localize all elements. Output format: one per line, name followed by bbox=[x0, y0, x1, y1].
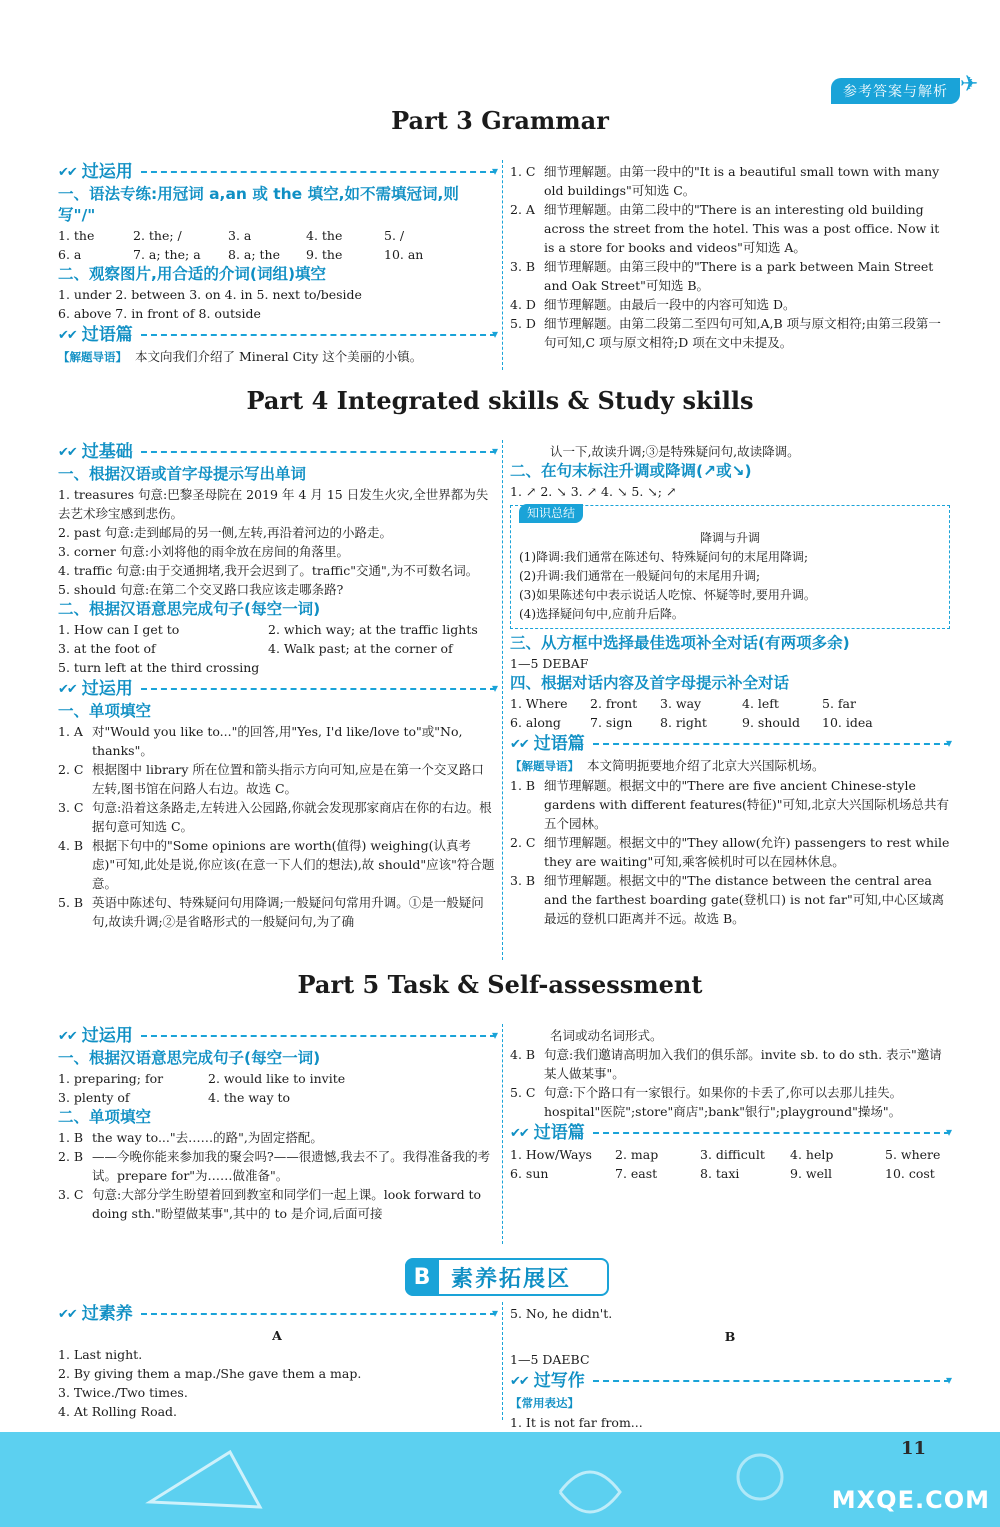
check-icon: ✔✔ bbox=[510, 736, 528, 752]
subheading: 二、根据汉语意思完成句子(每空一词) bbox=[58, 600, 321, 618]
answer-item: 2. A 细节理解题。由第二段中的"There is an interesting old building across the street from the hotel. This was a post office. Now it is a store for books and videos"可知选 A。 bbox=[510, 202, 940, 255]
check-icon: ✔✔ bbox=[58, 1306, 76, 1322]
answer-row: 1. Where 2. front 3. way 4. left 5. far bbox=[510, 696, 856, 711]
answer-row: 1. the 2. the; / 3. a 4. the 5. / bbox=[58, 228, 405, 243]
knowledge-box bbox=[510, 505, 950, 629]
passage-label: B bbox=[724, 1329, 736, 1344]
knowledge-line: (4)选择疑问句中,应前升后降。 bbox=[519, 607, 684, 621]
section-heading: ✔✔ 过写作 ▾ bbox=[510, 1369, 950, 1393]
section-heading: ✔✔ 过运用 ▾ bbox=[58, 677, 496, 701]
answer-row: 6. above 7. in front of 8. outside bbox=[58, 306, 261, 321]
word-item: 5. should 句意:在第二个交叉路口我应该走哪条路? bbox=[58, 582, 344, 597]
answer-item: 5. B 英语中陈述句、特殊疑问句用降调;一般疑问句常用升调。①是一般疑问句,故读升调;②是省略形式的一般疑问句,为了确 bbox=[58, 895, 484, 929]
section-heading: ✔✔ 过语篇 ▾ bbox=[58, 323, 496, 347]
answer-row: 1. under 2. between 3. on 4. in 5. next to/beside bbox=[58, 287, 362, 302]
watermark: MXQE.COM bbox=[831, 1486, 990, 1514]
check-icon: ✔✔ bbox=[510, 1125, 528, 1141]
passage-label: A bbox=[272, 1328, 282, 1343]
continued-text: 名词或动名词形式。 bbox=[550, 1028, 663, 1043]
word-item: 3. corner 句意:小刘将他的雨伞放在房间的角落里。 bbox=[58, 544, 350, 559]
answer-row: 1. ↗ 2. ↘ 3. ↗ 4. ↘ 5. ↘; ↗ bbox=[510, 484, 677, 499]
part4-left bbox=[58, 440, 496, 931]
column-divider bbox=[502, 160, 503, 370]
answer-row: 6. sun 7. east 8. taxi 9. well 10. cost bbox=[510, 1166, 935, 1181]
answer-item: 1. It is not far from... bbox=[510, 1415, 643, 1430]
page-header bbox=[0, 0, 1000, 100]
answer-row: 6. along 7. sign 8. right 9. should 10. idea bbox=[510, 715, 873, 730]
section-heading: ✔✔ 过语篇 ▾ bbox=[510, 732, 950, 756]
part4-title: Part 4 Integrated skills & Study skills bbox=[246, 386, 754, 415]
answer-row: 5. turn left at the third crossing bbox=[58, 660, 260, 675]
part4-right bbox=[510, 442, 950, 928]
answer-item: 4. B 句意:我们邀请高明加入我们的俱乐部。invite sb. to do sth. 表示"邀请某人做某事"。 bbox=[510, 1047, 942, 1081]
knowledge-line: (1)降调:我们通常在陈述句、特殊疑问句的末尾用降调; bbox=[519, 550, 809, 564]
word-item: 2. past 句意:走到邮局的另一侧,左转,再沿着河边的小路走。 bbox=[58, 525, 392, 540]
sectionB-right bbox=[510, 1304, 950, 1432]
section-heading: ✔✔ 过运用 ▾ bbox=[58, 160, 496, 184]
part3-right bbox=[510, 162, 950, 352]
answer-row: 6. a 7. a; the; a 8. a; the 9. the 10. an bbox=[58, 247, 424, 262]
answer-item: 3. C 句意:大部分学生盼望着回到教室和同学们一起上课。look forward to doing sth."盼望做某事",其中的 to 是介词,后面可接 bbox=[58, 1187, 482, 1221]
answer-item: 3. C 句意:沿着这条路走,左转进入公园路,你就会发现那家商店在你的右边。根据句意可知选 C。 bbox=[58, 800, 492, 834]
part3-left bbox=[58, 160, 496, 367]
answer-badge: 参考答案与解析 bbox=[831, 78, 960, 104]
subheading: 一、根据汉语意思完成句子(每空一词) bbox=[58, 1049, 321, 1067]
part5-left bbox=[58, 1024, 496, 1223]
knowledge-line: (3)如果陈述句中表示说话人吃惊、怀疑等时,要用升调。 bbox=[519, 588, 816, 602]
answer-row: 1. How/Ways 2. map 3. difficult 4. help 5. where bbox=[510, 1147, 941, 1162]
column-divider bbox=[502, 1302, 503, 1420]
answer-item: 2. C 根据图中 library 所在位置和箭头指示方向可知,应是在第一个交叉路口左转,图书馆在问路人右边。故选 C。 bbox=[58, 762, 484, 796]
answer-item: 2. C 细节理解题。根据文中的"They allow(允许) passengers to rest while they are waiting"可知,乘客候机时可以在园林休息。 bbox=[510, 835, 950, 869]
knowledge-line: (2)升调:我们通常在一般疑问句的末尾用升调; bbox=[519, 569, 761, 583]
check-icon: ✔✔ bbox=[58, 164, 76, 180]
part5-title: Part 5 Task & Self-assessment bbox=[297, 970, 703, 999]
answer-item: 4. At Rolling Road. bbox=[58, 1404, 178, 1419]
answer-item: 1. Last night. bbox=[58, 1347, 143, 1362]
answer-row: 1. preparing; for 2. would like to invite bbox=[58, 1071, 346, 1086]
answer-row: 1—5 DEBAF bbox=[510, 656, 589, 671]
section-heading: ✔✔ 过运用 ▾ bbox=[58, 1024, 496, 1048]
answer-item: 5. D 细节理解题。由第二段第二至四句可知,A,B 项与原文相符;由第三段第一句可知,C 项与原文相符;D 项在文中未提及。 bbox=[510, 316, 941, 350]
section-b-title: 素养拓展区 bbox=[451, 1266, 572, 1292]
subheading: 一、根据汉语或首字母提示写出单词 bbox=[58, 465, 307, 483]
check-icon: ✔✔ bbox=[58, 1028, 76, 1044]
knowledge-title: 降调与升调 bbox=[699, 531, 760, 545]
check-icon: ✔✔ bbox=[58, 444, 76, 460]
part5-right bbox=[510, 1026, 950, 1183]
check-icon: ✔✔ bbox=[58, 681, 76, 697]
word-item: 1. treasures 句意:巴黎圣母院在 2019 年 4 月 15 日发生火灾,全世界都为失去艺术珍宝感到悲伤。 bbox=[58, 487, 489, 521]
subheading: 二、观察图片,用合适的介词(词组)填空 bbox=[58, 265, 327, 283]
guide-text: 【解题导语】 本文简明扼要地介绍了北京大兴国际机场。 bbox=[510, 758, 825, 773]
subheading: 二、在句末标注升调或降调(↗或↘) bbox=[510, 462, 752, 480]
answer-item: 3. Twice./Two times. bbox=[58, 1385, 188, 1400]
subheading: 三、从方框中选择最佳选项补全对话(有两项多余) bbox=[510, 634, 850, 652]
answer-item: 2. By giving them a map./She gave them a map. bbox=[58, 1366, 362, 1381]
part3-title: Part 3 Grammar bbox=[391, 106, 609, 135]
answer-item: 5. C 句意:下个路口有一家银行。如果你的卡丢了,你可以去那儿挂失。hospital"医院";store"商店";bank"银行";playground"操场"。 bbox=[510, 1085, 903, 1119]
answer-row: 1—5 DAEBC bbox=[510, 1352, 590, 1367]
answer-item: 2. B ——今晚你能来参加我的聚会吗?——很遗憾,我去不了。我得准备我的考试。prepare for"为……做准备"。 bbox=[58, 1149, 491, 1183]
answer-item: 4. D 细节理解题。由最后一段中的内容可知选 D。 bbox=[510, 297, 796, 312]
answer-item: 1. B 细节理解题。根据文中的"There are five ancient Chinese-style gardens with different features(特征)"可知,北京大兴国际机场总共有五个园林。 bbox=[510, 778, 950, 831]
answer-row: 1. How can I get to 2. which way; at the traffic lights bbox=[58, 622, 478, 637]
subheading: 二、单项填空 bbox=[58, 1108, 152, 1126]
answer-item: 5. No, he didn't. bbox=[510, 1306, 613, 1321]
subheading: 一、单项填空 bbox=[58, 702, 152, 720]
answer-item: 1. A 对"Would you like to..."的回答,用"Yes, I'd like/love to"或"No, thanks"。 bbox=[58, 724, 463, 758]
knowledge-tag: 知识总结 bbox=[519, 504, 583, 523]
check-icon: ✔✔ bbox=[58, 327, 76, 343]
answer-row: 3. at the foot of 4. Walk past; at the corner of bbox=[58, 641, 453, 656]
section-heading: ✔✔ 过语篇 ▾ bbox=[510, 1121, 950, 1145]
answer-item: 3. B 细节理解题。根据文中的"The distance between the central area and the farthest boarding gate(登机口) is not far"可知,中心区域离最远的登机口距离并不远。故选 B。 bbox=[510, 873, 945, 926]
guide-text: 【解题导语】 本文向我们介绍了 Mineral City 这个美丽的小镇。 bbox=[58, 349, 423, 364]
column-divider bbox=[502, 440, 503, 960]
word-item: 4. traffic 句意:由于交通拥堵,我开会迟到了。traffic"交通",为不可数名词。 bbox=[58, 563, 479, 578]
section-heading: ✔✔ 过素养 ▾ bbox=[58, 1302, 496, 1326]
expressions-tag: 【常用表达】 bbox=[510, 1396, 579, 1410]
answer-item: 1. C 细节理解题。由第一段中的"It is a beautiful small town with many old buildings"可知选 C。 bbox=[510, 164, 940, 198]
answer-item: 3. B 细节理解题。由第三段中的"There is a park between Main Street and Oak Street"可知选 B。 bbox=[510, 259, 934, 293]
subheading: 四、根据对话内容及首字母提示补全对话 bbox=[510, 674, 790, 692]
section-b-banner bbox=[405, 1258, 609, 1296]
section-heading: ✔✔ 过基础 ▾ bbox=[58, 440, 496, 464]
answer-item: 1. B the way to..."去……的路",为固定搭配。 bbox=[58, 1130, 323, 1145]
page-number: 11 bbox=[900, 1438, 926, 1459]
answer-row: 3. plenty of 4. the way to bbox=[58, 1090, 291, 1105]
answer-item: 4. B 根据下句中的"Some opinions are worth(值得) weighing(认真考虑)"可知,此处是说,你应该(在意一下人们的想法),故 should"应该"符合题意。 bbox=[58, 838, 495, 891]
sectionB-left bbox=[58, 1302, 496, 1421]
subheading: 一、语法专练:用冠词 a,an 或 the 填空,如不需填冠词,则写"/" bbox=[58, 185, 459, 224]
check-icon: ✔✔ bbox=[510, 1373, 528, 1389]
continued-text: 认一下,故读升调;③是特殊疑问句,故读降调。 bbox=[550, 444, 800, 459]
section-b-letter: B bbox=[405, 1260, 439, 1294]
column-divider bbox=[502, 1024, 503, 1244]
rocket-icon: ✈ bbox=[960, 72, 979, 97]
